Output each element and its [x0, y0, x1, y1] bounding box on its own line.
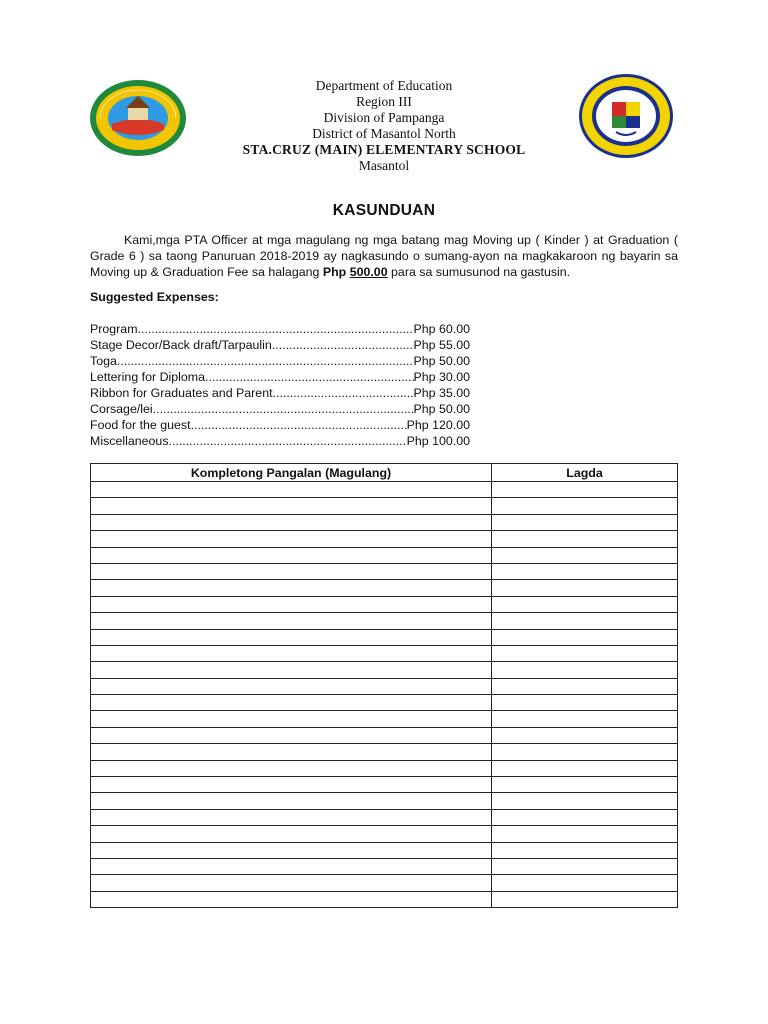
table-row — [91, 711, 678, 727]
expense-row — [90, 417, 470, 433]
expense-label: Miscellaneous — [90, 434, 169, 448]
signature-cell[interactable] — [492, 695, 678, 711]
expense-amount: Php 55.00 — [413, 338, 470, 352]
table-row — [91, 760, 678, 776]
table-row — [91, 514, 678, 530]
signature-cell[interactable] — [492, 891, 678, 907]
dot-leader — [272, 337, 414, 353]
signature-cell[interactable] — [492, 875, 678, 891]
region-line: Region III — [356, 94, 412, 109]
table-row — [91, 744, 678, 760]
table-row — [91, 809, 678, 825]
name-cell[interactable] — [91, 809, 492, 825]
signature-rows — [91, 482, 678, 908]
table-row — [91, 777, 678, 793]
table-row — [91, 662, 678, 678]
signature-table — [90, 463, 678, 908]
signature-cell[interactable] — [492, 482, 678, 498]
expense-label: Toga — [90, 354, 117, 368]
department-line: Department of Education — [315, 78, 453, 93]
table-row — [91, 645, 678, 661]
table-row — [91, 613, 678, 629]
signature-cell[interactable] — [492, 842, 678, 858]
signature-cell[interactable] — [492, 547, 678, 563]
signature-cell[interactable] — [492, 744, 678, 760]
expense-label: Food for the guest — [90, 418, 191, 432]
name-cell[interactable] — [91, 629, 492, 645]
table-row — [91, 596, 678, 612]
signature-cell[interactable] — [492, 596, 678, 612]
name-cell[interactable] — [91, 596, 492, 612]
signature-cell[interactable] — [492, 531, 678, 547]
expense-label: Ribbon for Graduates and Parent — [90, 386, 273, 400]
signature-cell[interactable] — [492, 613, 678, 629]
table-row — [91, 842, 678, 858]
name-cell[interactable] — [91, 563, 492, 579]
name-cell[interactable] — [91, 727, 492, 743]
table-row — [91, 547, 678, 563]
table-row — [91, 695, 678, 711]
expense-amount: Php 120.00 — [406, 418, 470, 432]
division-line: Division of Pampanga — [323, 110, 445, 125]
table-row — [91, 563, 678, 579]
name-cell[interactable] — [91, 482, 492, 498]
table-row — [91, 498, 678, 514]
name-cell[interactable] — [91, 514, 492, 530]
name-cell[interactable] — [91, 531, 492, 547]
signature-cell[interactable] — [492, 662, 678, 678]
signature-cell[interactable] — [492, 777, 678, 793]
table-row — [91, 891, 678, 907]
signature-cell[interactable] — [492, 858, 678, 874]
expense-amount: Php 100.00 — [406, 434, 470, 448]
signature-cell[interactable] — [492, 563, 678, 579]
signature-cell[interactable] — [492, 678, 678, 694]
column-header-name: Kompletong Pangalan (Magulang) — [91, 464, 492, 482]
name-cell[interactable] — [91, 777, 492, 793]
column-header-signature: Lagda — [492, 464, 678, 482]
name-cell[interactable] — [91, 891, 492, 907]
expense-label: Corsage/lei — [90, 402, 153, 416]
expense-row — [90, 337, 470, 353]
fee-currency: Php — [322, 265, 350, 279]
expense-row — [90, 369, 470, 385]
name-cell[interactable] — [91, 498, 492, 514]
name-cell[interactable] — [91, 760, 492, 776]
table-row — [91, 629, 678, 645]
signature-cell[interactable] — [492, 498, 678, 514]
signature-cell[interactable] — [492, 711, 678, 727]
town-line: Masantol — [358, 158, 410, 173]
expense-amount: Php 60.00 — [413, 322, 470, 336]
signature-cell[interactable] — [492, 514, 678, 530]
name-cell[interactable] — [91, 645, 492, 661]
signature-cell[interactable] — [492, 826, 678, 842]
dot-leader — [273, 385, 414, 401]
table-row — [91, 678, 678, 694]
name-cell[interactable] — [91, 875, 492, 891]
school-name: STA.CRUZ (MAIN) ELEMENTARY SCHOOL — [242, 142, 526, 157]
signature-cell[interactable] — [492, 645, 678, 661]
table-header-row — [91, 464, 678, 482]
expense-label: Lettering for Diploma — [90, 370, 206, 384]
expense-row — [90, 321, 470, 337]
expense-amount: Php 50.00 — [413, 402, 470, 416]
expense-row — [90, 353, 470, 369]
dot-leader — [153, 401, 414, 417]
signature-cell[interactable] — [492, 760, 678, 776]
table-row — [91, 727, 678, 743]
name-cell[interactable] — [91, 695, 492, 711]
table-row — [91, 858, 678, 874]
name-cell[interactable] — [91, 580, 492, 596]
name-cell[interactable] — [91, 547, 492, 563]
name-cell[interactable] — [91, 711, 492, 727]
name-cell[interactable] — [91, 744, 492, 760]
table-row — [91, 580, 678, 596]
signature-cell[interactable] — [492, 809, 678, 825]
dot-leader — [205, 369, 413, 385]
expense-amount: Php 30.00 — [413, 370, 470, 384]
district-line: District of Masantol North — [312, 126, 456, 141]
expense-row — [90, 433, 470, 449]
name-cell[interactable] — [91, 662, 492, 678]
table-row — [91, 531, 678, 547]
table-row — [91, 793, 678, 809]
expense-amount: Php 50.00 — [413, 354, 470, 368]
signature-cell[interactable] — [492, 629, 678, 645]
name-cell[interactable] — [91, 858, 492, 874]
agreement-paragraph — [90, 232, 678, 280]
expenses-list — [90, 321, 470, 449]
dot-leader — [117, 353, 414, 369]
expense-amount: Php 35.00 — [413, 386, 470, 400]
expense-label: Stage Decor/Back draft/Tarpaulin — [90, 338, 272, 352]
table-row — [91, 875, 678, 891]
dot-leader — [191, 417, 407, 433]
expense-label: Program — [90, 322, 138, 336]
dot-leader — [169, 433, 407, 449]
name-cell[interactable] — [91, 678, 492, 694]
paragraph-text-before: Kami,mga PTA Officer at mga magulang ng mga batang mag Moving up ( Kinder ) at Graduation ( Grade 6 ) sa taong Panuruan 2018-2019 ay nagkasundo o sumang-ayon na magkakaroon ng bayarin sa Moving up & Graduation Fee sa halagang — [90, 233, 678, 279]
name-cell[interactable] — [91, 613, 492, 629]
signature-cell[interactable] — [492, 727, 678, 743]
letterhead — [0, 78, 768, 174]
name-cell[interactable] — [91, 793, 492, 809]
table-row — [91, 826, 678, 842]
dot-leader — [138, 321, 414, 337]
signature-cell[interactable] — [492, 793, 678, 809]
fee-amount: 500.00 — [349, 265, 388, 279]
name-cell[interactable] — [91, 826, 492, 842]
paragraph-text-after: para sa sumusunod na gastusin. — [387, 265, 571, 279]
name-cell[interactable] — [91, 842, 492, 858]
signature-cell[interactable] — [492, 580, 678, 596]
expenses-heading: Suggested Expenses: — [90, 290, 219, 304]
expense-row — [90, 385, 470, 401]
table-row — [91, 482, 678, 498]
expense-row — [90, 401, 470, 417]
document-title: KASUNDUAN — [332, 202, 436, 219]
